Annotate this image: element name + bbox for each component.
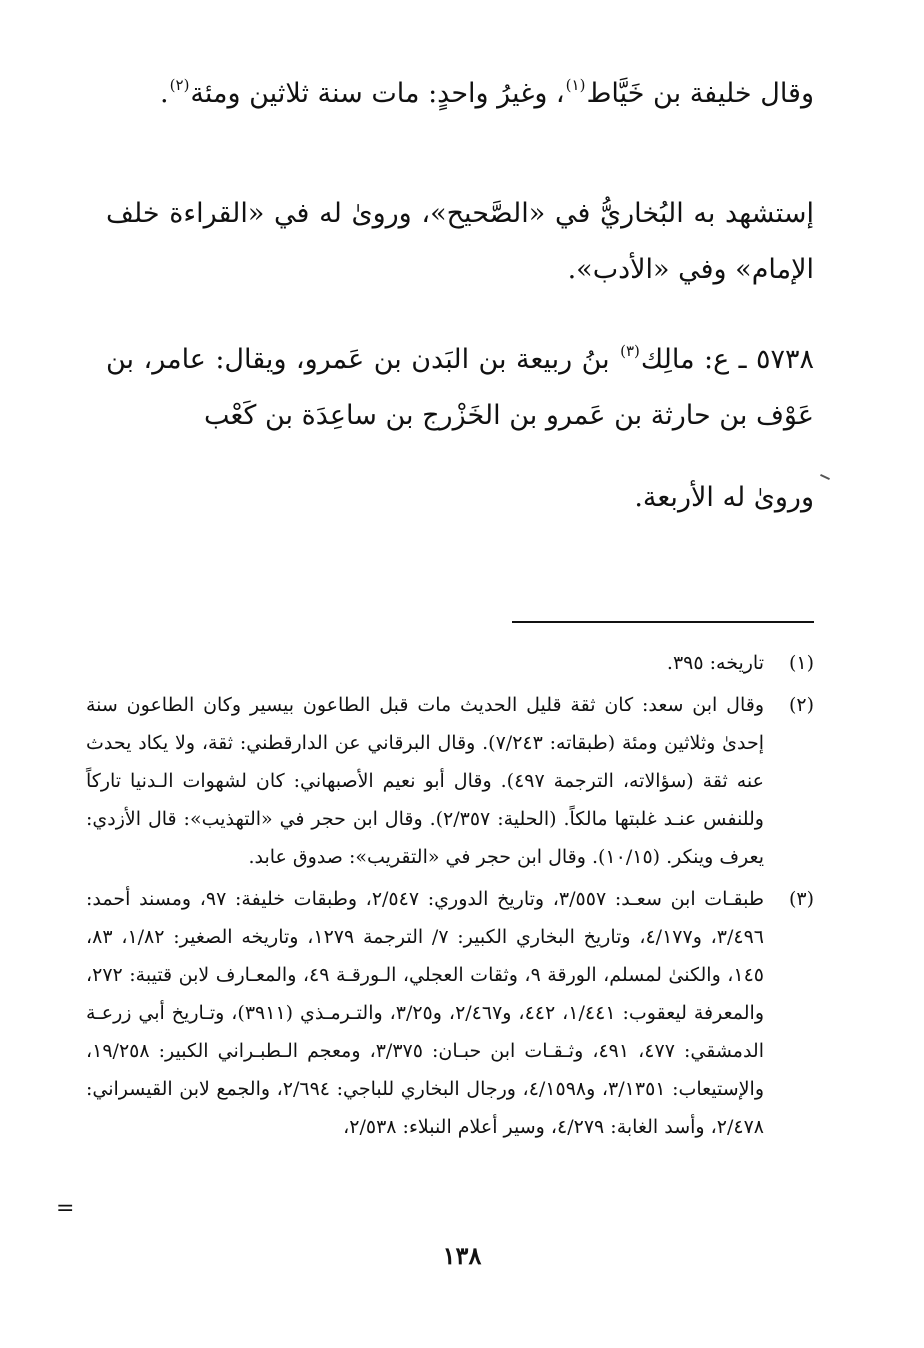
footnote-number: (٣) (788, 888, 814, 910)
footnote-ref-2[interactable]: (٢) (169, 76, 190, 94)
page-number: ١٣٨ (442, 1241, 482, 1270)
paragraph-text: . (160, 78, 169, 109)
footnote-3 (86, 880, 814, 1146)
scan-speck (820, 474, 830, 480)
footnote-separator (512, 621, 814, 623)
footnotes (86, 644, 814, 1150)
entry-lineage: بنُ ربيعة بن البَدن بن عَمرو، ويقال: عامر، بن عَوْف بن حارثة بن عَمرو بن الخَزْرج بن ساعِدَة بن كَعْب (106, 344, 814, 431)
entry-heading: ٥٧٣٨ ـ ع: مالِك (640, 344, 814, 375)
paragraph-text: ، وغيرُ واحدٍ: مات سنة ثلاثين ومئة (190, 78, 565, 109)
footnote-text: تاريخه: ٣٩٥. (666, 652, 764, 674)
paragraph-text: وقال خليفة بن خَيَّاط (586, 78, 814, 109)
paragraph-khalifa (106, 66, 814, 122)
footnote-number: (٢) (788, 694, 814, 716)
continuation-mark: = (56, 1196, 75, 1221)
footnote-text: طبقـات ابن سعـد: ٣/٥٥٧، وتاريخ الدوري: ٢/٥٤٧، وطبقات خليفة: ٩٧، ومسند أحمد: ٣/٤٩٦، و٤/١٧٧، وتاريخ البخاري الكبير: ٧/ الترجمة ١٢٧٩، وتاريخه الصغير: ١/٨٢، ٨٣، ١٤٥، والكنىٰ لمسلم، الورقة ٩، وثقات العجلي، الـورقـة ٤٩، والمعـارف لابن قتيبة: ٢٧٢، والمعرفة ليعقوب: ١/٤٤١، ٤٤٢، و٢/٤٦٧، و٣/٢٥، والتـرمـذي (٣٩١١)، وتـاريخ أبي زرعـة الدمشقي: ٤٧٧، ٤٩١، وثـقـات ابن حبـان: ٣/٣٧٥، ومعجم الـطبـراني الكبير: ١٩/٢٥٨، والإستيعاب: ٣/١٣٥١، و٤/١٥٩٨، ورجال البخاري للباجي: ٢/٦٩٤، والجمع لابن القيسراني: ٢/٤٧٨، وأسد الغابة: ٤/٢٧٩، وسير أعلام النبلاء: ٢/٥٣٨، (86, 888, 765, 1138)
footnote-ref-1[interactable]: (١) (565, 76, 586, 94)
footnote-number: (١) (788, 652, 814, 674)
paragraph-bukhari: إستشهد به البُخاريُّ في «الصَّحيح»، وروىٰ له في «القراءة خلف الإمام» وفي «الأدب». (106, 198, 814, 285)
footnote-text: وقال ابن سعد: كان ثقة قليل الحديث مات قبل الطاعون بيسير وكان الطاعون سنة إحدىٰ وثلاثين ومئة (طبقاته: ٧/٢٤٣). وقال البرقاني عن الدارقطني: ثقة، ولا يكاد يحدث عنه ثقة (سؤالاته، الترجمة ٤٩٧). وقال أبو نعيم الأصبهاني: كان لشهوات الـدنيا تاركاً وللنفس عنـد غلبتها مالكاً. (الحلية: ٢/٣٥٧). وقال ابن حجر في «التهذيب»: قال الأزدي: يعرف وينكر. (١٠/١٥). وقال ابن حجر في «التقريب»: صدوق عابد. (86, 694, 764, 868)
paragraph-arbaa: وروىٰ له الأربعة. (634, 482, 814, 513)
footnote-ref-3[interactable]: (٣) (620, 342, 640, 360)
entry-5738-malik (106, 332, 814, 444)
footnote-2 (86, 686, 814, 876)
footnote-1 (86, 644, 814, 682)
